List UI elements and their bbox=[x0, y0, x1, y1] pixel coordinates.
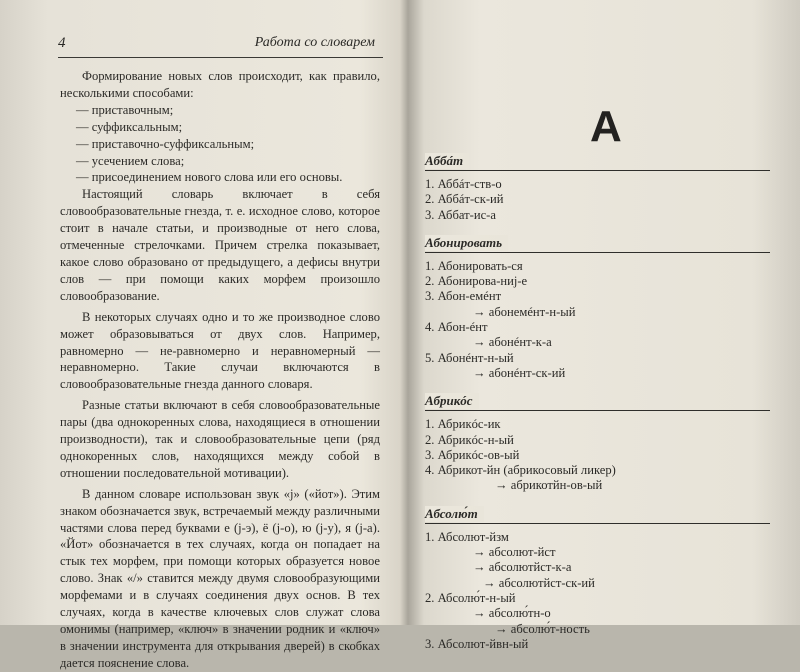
word-formation-line: 4. Абрикот-йн (абрикосовый ликер) bbox=[425, 463, 616, 478]
intro-paragraph: Формирование новых слов происходит, как правило, несколькими способами: bbox=[60, 69, 380, 100]
derived-word: → абонемéнт-н-ый bbox=[473, 304, 576, 319]
headword: Абсолю́т bbox=[425, 506, 484, 522]
paragraph: Настоящий словарь включает в себя словообразовательные гнезда, т. е. исходное слово, которое стоит в начале статьи, и производные от него слова, отмеченные стрелочками. Причем стрелка показывает, какое слово образовано от предыдущего, а дефисы внутри слов — при помощи каких морфем произошло словообразование. bbox=[60, 187, 380, 303]
word-formation-line: 4. Абон-éнт bbox=[425, 320, 488, 335]
headword-row bbox=[425, 234, 770, 253]
paragraph: В данном словаре использован звук «j» («йот»). Этим знаком обозначается звук, встречаемый между различными частями слова перед буквами е (j-э), ё (j-о), ю (j-у), я (j-а). «Йот» обозначается в тех случаях, когда он попадает на стык тех морфем, при помощи которых образуется новое слово. Знак «/» ставится между двумя словообразующими морфемами и в случаях соединения двух основ. В тех случаях, когда в качестве ключевых слов служат слова омонимы (например, «ключ» в значении родник и «ключ» в значении инструмента для открывания дверей) в скобках дается пояснение слова. bbox=[60, 486, 380, 670]
dictionary-entry bbox=[425, 234, 770, 381]
headword-row bbox=[425, 152, 770, 171]
word-formation-line: 5. Абонéнт-н-ый bbox=[425, 350, 514, 365]
dictionary-entries bbox=[425, 152, 770, 663]
word-formation-line: 3. Абрикóс-ов-ый bbox=[425, 447, 520, 462]
word-formation-line: 1. Абонировать-ся bbox=[425, 258, 523, 273]
dictionary-entry bbox=[425, 505, 770, 652]
left-page bbox=[0, 0, 400, 670]
derived-word: → абсолют-йст bbox=[473, 545, 556, 560]
word-formation-line: 1. Абрикóс-ик bbox=[425, 417, 501, 432]
methods-list bbox=[60, 102, 380, 187]
right-page bbox=[405, 0, 800, 651]
derived-word: → абсолютйст-к-а bbox=[473, 560, 572, 575]
method-item: — усечением слова; bbox=[76, 153, 185, 168]
word-formation-line: 2. Абрикóс-н-ый bbox=[425, 432, 514, 447]
headword: Абрикóс bbox=[425, 393, 479, 409]
running-head bbox=[58, 35, 383, 58]
derived-word: → абсолю́тн-о bbox=[473, 606, 551, 621]
method-item: — присоединением нового слова или его основы. bbox=[76, 170, 343, 185]
derived-word: → абсолю́т-ность bbox=[495, 621, 590, 636]
headword: Абонировать bbox=[425, 235, 508, 251]
word-formation-line: 2. Абсолю́т-н-ый bbox=[425, 590, 516, 605]
dictionary-entry bbox=[425, 392, 770, 493]
derived-word: → абрикотйн-ов-ый bbox=[495, 478, 603, 493]
word-formation-line: 2. Абонирова-ниj-е bbox=[425, 274, 528, 289]
derived-word: → абонéнт-к-а bbox=[473, 335, 552, 350]
page-number: 4 bbox=[58, 35, 66, 51]
derived-word: → абонéнт-ск-ий bbox=[473, 365, 566, 380]
headword-row bbox=[425, 392, 770, 411]
word-formation-line: 2. Аббáт-ск-ий bbox=[425, 192, 504, 207]
dictionary-entry bbox=[425, 152, 770, 223]
left-page-body bbox=[60, 68, 380, 672]
method-item: — приставочным; bbox=[76, 102, 174, 117]
word-formation-line: 1. Аббáт-ств-о bbox=[425, 177, 502, 191]
word-formation-line: 3. Аббат-ис-а bbox=[425, 207, 496, 222]
word-formation-line: 3. Абсолют-йвн-ый bbox=[425, 636, 529, 651]
section-letter: А bbox=[590, 102, 622, 151]
headword: Аббáт bbox=[425, 153, 469, 169]
derived-word: → абсолютйст-ск-ий bbox=[483, 575, 595, 590]
paragraph: Разные статьи включают в себя словообразовательные пары (два однокоренных слова, находящиеся в отношении производности), так и словообразовательные цепи (ряд однокоренных слов, находящихся между собой в отношении последовательной мотивации). bbox=[60, 398, 380, 480]
paragraph: В некоторых случаях одно и то же производное слово может образовываться от двух слов. Например, равномерно — не-равномерно и неравномерный — неравномерно. Такие случаи включаются в словообразовательные гнезда данного словаря. bbox=[60, 309, 380, 392]
method-item: — суффиксальным; bbox=[76, 119, 183, 134]
headword-row bbox=[425, 505, 770, 524]
word-formation-line: 1. Абсолют-йзм bbox=[425, 529, 509, 544]
running-title: Работа со словарем bbox=[254, 35, 375, 50]
method-item: — приставочно-суффиксальным; bbox=[76, 136, 255, 151]
word-formation-line: 3. Абон-емéнт bbox=[425, 289, 502, 304]
